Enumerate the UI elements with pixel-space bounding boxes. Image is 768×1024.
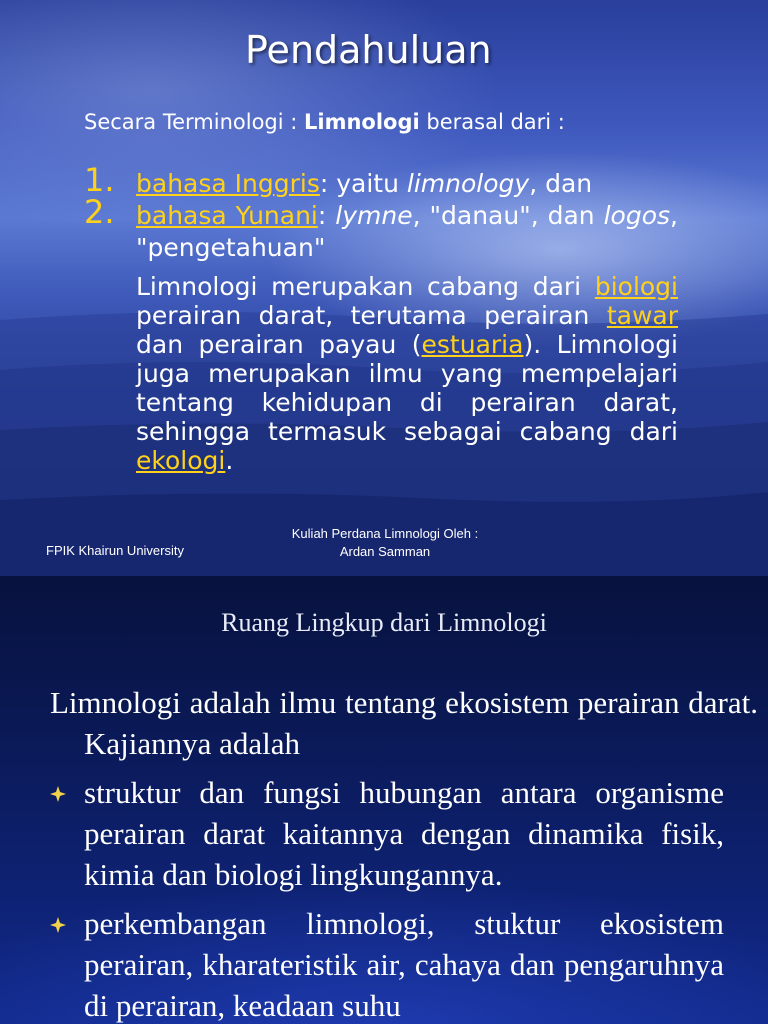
slide-title: Ruang Lingkup dari Limnologi <box>221 608 547 637</box>
item-text: , dan <box>529 169 593 198</box>
item-text: : <box>317 201 336 230</box>
list-number: 2. <box>84 193 115 231</box>
footer-institution: FPIK Khairun University <box>46 543 184 558</box>
diamond-bullet-icon <box>50 786 66 802</box>
link-tawar[interactable]: tawar <box>606 301 678 330</box>
intro-text: Limnologi adalah ilmu tentang ekosistem perairan darat. Kajiannya adalah <box>50 685 758 761</box>
list-item <box>84 193 678 264</box>
page-title: Pendahuluan <box>245 28 492 72</box>
link-ekologi[interactable]: ekologi <box>136 446 226 475</box>
footer-author: Ardan Samman <box>339 544 431 559</box>
footer-lecturer <box>270 525 500 561</box>
scope-list <box>50 772 724 1024</box>
subtitle-prefix: Secara Terminologi : <box>84 110 305 134</box>
diamond-bullet-icon <box>50 917 66 933</box>
subtitle-suffix: berasal dari : <box>419 110 565 134</box>
definition-paragraph <box>136 272 678 475</box>
subtitle-bold: Limnologi <box>304 110 420 134</box>
para-text: ). Limnologi juga merupakan ilmu yang mempelajari tentang kehidupan di perairan darat, sehingga termasuk sebagai cabang dari <box>136 330 679 446</box>
link-biologi[interactable]: biologi <box>594 272 678 301</box>
item-text: , "pengetahuan" <box>136 201 678 262</box>
para-text: Limnologi merupakan cabang dari <box>136 272 595 301</box>
item-italic: lymne <box>335 201 413 230</box>
link-estuaria[interactable]: estuaria <box>421 330 524 359</box>
bullet-text: struktur dan fungsi hubungan antara organisme perairan darat kaitannya dengan dinamika fisik, kimia dan biologi lingkungannya. <box>84 775 724 892</box>
origin-list <box>84 161 678 264</box>
para-text: dan perairan payau ( <box>136 330 422 359</box>
para-text: perairan darat, terutama perairan <box>136 301 607 330</box>
item-italic: logos <box>603 201 671 230</box>
list-item <box>50 903 724 1024</box>
subtitle <box>84 110 565 134</box>
bullet-text: perkembangan limnologi, stuktur ekosistem perairan, kharateristik air, cahaya dan pengaruhnya di perairan, keadaan suhu <box>84 906 724 1023</box>
list-item <box>84 161 678 200</box>
item-text: : yaitu <box>319 169 407 198</box>
item-text: , "danau", dan <box>412 201 604 230</box>
link-bahasa-yunani[interactable]: bahasa Yunani <box>136 201 318 230</box>
list-item <box>50 772 724 895</box>
footer-course: Kuliah Perdana Limnologi Oleh : <box>291 526 479 541</box>
link-bahasa-inggris[interactable]: bahasa Inggris <box>136 169 320 198</box>
slide-ruang-lingkup <box>0 576 768 1024</box>
list-number: 1. <box>84 161 115 199</box>
para-text: . <box>225 446 234 475</box>
item-italic: limnology <box>406 169 530 198</box>
